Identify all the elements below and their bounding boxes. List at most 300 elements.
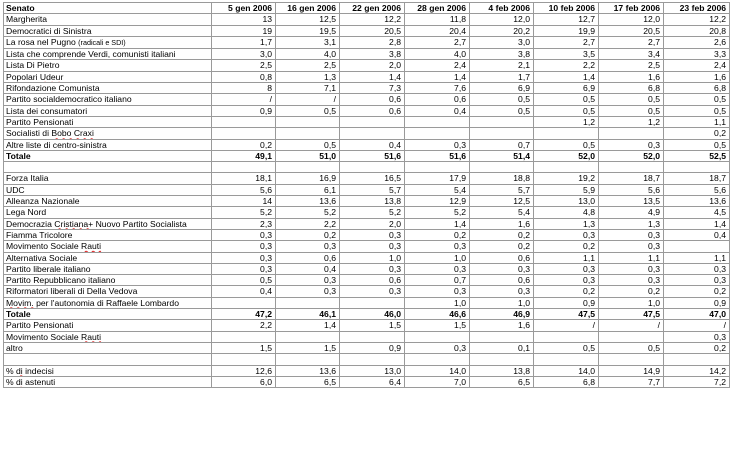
value-cell: 13,8	[340, 196, 405, 207]
value-cell: 1,0	[599, 297, 664, 308]
party-name	[4, 354, 212, 365]
value-cell: 16,5	[340, 173, 405, 184]
value-cell: 2,7	[599, 36, 664, 48]
value-cell: 5,6	[599, 184, 664, 195]
value-cell: 5,7	[470, 184, 534, 195]
value-cell: /	[276, 94, 340, 105]
value-cell: 52,5	[664, 150, 730, 161]
value-cell: 46,1	[276, 309, 340, 320]
value-cell: 0,3	[664, 331, 730, 342]
party-label: Partito liberale italiano	[6, 263, 91, 274]
value-cell: 6,4	[340, 376, 405, 387]
value-cell: 19	[212, 25, 276, 36]
value-cell: 1,4	[405, 71, 470, 82]
value-cell	[599, 354, 664, 365]
value-cell: 0,3	[405, 342, 470, 353]
value-cell: 6,0	[212, 376, 276, 387]
value-cell: 0,3	[276, 286, 340, 297]
table-title: Senato	[4, 3, 212, 14]
value-cell: 19,9	[534, 25, 599, 36]
party-name	[4, 116, 212, 127]
value-cell: 1,3	[534, 218, 599, 229]
party-label: Totale	[6, 309, 31, 320]
value-cell: 0,3	[340, 241, 405, 252]
value-cell: 5,6	[212, 184, 276, 195]
table-row	[4, 49, 730, 60]
value-cell: 0,3	[212, 252, 276, 263]
value-cell: 0,4	[276, 263, 340, 274]
value-cell: 2,5	[276, 60, 340, 71]
value-cell	[470, 354, 534, 365]
value-cell: 0,3	[534, 229, 599, 240]
value-cell: 0,3	[276, 275, 340, 286]
value-cell: 46,9	[470, 309, 534, 320]
table-row	[4, 229, 730, 240]
value-cell: 13	[212, 14, 276, 25]
spacer-row	[4, 162, 730, 173]
value-cell: 5,4	[405, 184, 470, 195]
table-row	[4, 36, 730, 48]
value-cell	[664, 162, 730, 173]
value-cell	[534, 331, 599, 342]
value-cell: 0,3	[664, 263, 730, 274]
column-header: 22 gen 2006	[340, 3, 405, 14]
value-cell: 0,2	[212, 139, 276, 150]
party-label: Movimento Sociale Rauti	[6, 241, 102, 252]
value-cell: 46,6	[405, 309, 470, 320]
value-cell	[276, 297, 340, 308]
value-cell: 0,4	[340, 139, 405, 150]
value-cell: 4,0	[405, 49, 470, 60]
value-cell: 0,2	[664, 342, 730, 353]
value-cell: 1,3	[599, 218, 664, 229]
value-cell	[276, 331, 340, 342]
value-cell: 0,8	[212, 71, 276, 82]
value-cell: 1,5	[340, 320, 405, 331]
value-cell: 0,5	[664, 139, 730, 150]
value-cell: 6,9	[470, 83, 534, 94]
value-cell	[664, 354, 730, 365]
value-cell	[599, 331, 664, 342]
party-name	[4, 49, 212, 60]
value-cell: 0,7	[470, 139, 534, 150]
party-label: Partito Repubblicano italiano	[6, 275, 116, 286]
value-cell: 0,3	[534, 263, 599, 274]
party-label: Socialisti di Bobo Craxi	[6, 128, 94, 139]
value-cell	[212, 162, 276, 173]
value-cell: 20,5	[340, 25, 405, 36]
value-cell: 51,6	[340, 150, 405, 161]
value-cell: 7,1	[276, 83, 340, 94]
party-label: UDC	[6, 184, 25, 195]
table-row	[4, 128, 730, 139]
party-name	[4, 36, 212, 48]
value-cell: 13,0	[340, 365, 405, 376]
party-name	[4, 320, 212, 331]
value-cell: 1,4	[534, 71, 599, 82]
value-cell: 0,7	[405, 275, 470, 286]
value-cell: 3,5	[534, 49, 599, 60]
party-name	[4, 60, 212, 71]
value-cell: 3,4	[599, 49, 664, 60]
table-body	[4, 14, 730, 388]
value-cell	[534, 128, 599, 139]
value-cell: 2,4	[405, 60, 470, 71]
value-cell: 2,0	[340, 60, 405, 71]
value-cell: 12,2	[664, 14, 730, 25]
value-cell: 1,5	[276, 342, 340, 353]
value-cell: 0,5	[664, 105, 730, 116]
value-cell	[340, 331, 405, 342]
value-cell: 13,0	[534, 196, 599, 207]
value-cell: 0,9	[212, 105, 276, 116]
value-cell: 0,5	[664, 94, 730, 105]
value-cell: 5,2	[212, 207, 276, 218]
value-cell: 0,4	[405, 105, 470, 116]
party-label: La rosa nel Pugno	[6, 36, 76, 47]
value-cell: 5,9	[534, 184, 599, 195]
party-name	[4, 184, 212, 195]
value-cell: 0,4	[212, 286, 276, 297]
party-label: Lista che comprende Verdi, comunisti italiani	[6, 49, 176, 60]
value-cell	[340, 297, 405, 308]
value-cell: 0,5	[599, 342, 664, 353]
value-cell	[470, 331, 534, 342]
party-label: Riformatori liberali di Della Vedova	[6, 286, 138, 297]
value-cell: 1,5	[405, 320, 470, 331]
value-cell: 12,9	[405, 196, 470, 207]
party-name	[4, 139, 212, 150]
value-cell	[405, 162, 470, 173]
value-cell: 1,4	[664, 218, 730, 229]
value-cell: 1,4	[276, 320, 340, 331]
value-cell: 18,8	[470, 173, 534, 184]
value-cell: 2,5	[212, 60, 276, 71]
value-cell: 52,0	[599, 150, 664, 161]
value-cell: 14,9	[599, 365, 664, 376]
party-name	[4, 94, 212, 105]
table-row	[4, 218, 730, 229]
table-row	[4, 207, 730, 218]
party-label: Lista dei consumatori	[6, 105, 88, 116]
table-row	[4, 173, 730, 184]
value-cell: 2,2	[534, 60, 599, 71]
value-cell: 2,1	[470, 60, 534, 71]
value-cell: 6,8	[599, 83, 664, 94]
value-cell: /	[664, 320, 730, 331]
party-label: Partito socialdemocratico italiano	[6, 94, 132, 105]
column-header: 28 gen 2006	[405, 3, 470, 14]
value-cell: 7,6	[405, 83, 470, 94]
table-row	[4, 14, 730, 25]
value-cell: 5,2	[405, 207, 470, 218]
value-cell: 52,0	[534, 150, 599, 161]
value-cell: 6,9	[534, 83, 599, 94]
party-label: Partito Pensionati	[6, 320, 74, 331]
value-cell: 13,6	[276, 196, 340, 207]
table-row	[4, 252, 730, 263]
value-cell: 0,3	[470, 286, 534, 297]
value-cell: 0,9	[534, 297, 599, 308]
value-cell: 4,9	[599, 207, 664, 218]
value-cell: 5,7	[340, 184, 405, 195]
value-cell	[664, 241, 730, 252]
party-label: % di astenuti	[6, 376, 56, 387]
value-cell: 0,5	[534, 342, 599, 353]
spacer-row	[4, 354, 730, 365]
value-cell: 13,6	[664, 196, 730, 207]
party-name	[4, 218, 212, 229]
party-name	[4, 150, 212, 161]
value-cell: 0,3	[599, 139, 664, 150]
value-cell: 49,1	[212, 150, 276, 161]
value-cell: 20,8	[664, 25, 730, 36]
value-cell: 0,3	[599, 229, 664, 240]
value-cell: 51,4	[470, 150, 534, 161]
value-cell: 0,5	[599, 94, 664, 105]
value-cell: 18,7	[599, 173, 664, 184]
value-cell: 0,9	[664, 297, 730, 308]
value-cell: 47,2	[212, 309, 276, 320]
header-row	[4, 3, 730, 14]
value-cell: 0,2	[534, 286, 599, 297]
value-cell: 0,3	[534, 275, 599, 286]
table-row	[4, 94, 730, 105]
value-cell: 1,1	[664, 252, 730, 263]
value-cell: 2,3	[212, 218, 276, 229]
column-header: 17 feb 2006	[599, 3, 664, 14]
value-cell: 0,9	[340, 342, 405, 353]
value-cell: 13,5	[599, 196, 664, 207]
value-cell: 0,3	[276, 241, 340, 252]
value-cell	[599, 162, 664, 173]
value-cell: 1,3	[276, 71, 340, 82]
value-cell: 20,2	[470, 25, 534, 36]
value-cell	[212, 331, 276, 342]
party-name	[4, 365, 212, 376]
value-cell: 2,8	[340, 36, 405, 48]
value-cell: 4,5	[664, 207, 730, 218]
value-cell: 0,2	[599, 286, 664, 297]
value-cell: 1,6	[664, 71, 730, 82]
value-cell: 4,8	[534, 207, 599, 218]
value-cell: 7,0	[405, 376, 470, 387]
column-header: 4 feb 2006	[470, 3, 534, 14]
value-cell	[534, 162, 599, 173]
party-label: Movim. per l'autonomia di Raffaele Lombardo	[6, 297, 179, 308]
value-cell: 0,6	[340, 275, 405, 286]
value-cell: 2,5	[599, 60, 664, 71]
value-cell: 19,5	[276, 25, 340, 36]
value-cell: 0,3	[405, 286, 470, 297]
value-cell: 0,3	[340, 263, 405, 274]
value-cell: 8	[212, 83, 276, 94]
value-cell: 6,8	[534, 376, 599, 387]
column-header: 16 gen 2006	[276, 3, 340, 14]
party-name	[4, 173, 212, 184]
value-cell: 13,6	[276, 365, 340, 376]
value-cell: 0,4	[664, 229, 730, 240]
value-cell: 14,0	[534, 365, 599, 376]
value-cell	[340, 162, 405, 173]
value-cell: 16,9	[276, 173, 340, 184]
table-row	[4, 139, 730, 150]
value-cell: 1,7	[212, 36, 276, 48]
value-cell: 47,5	[599, 309, 664, 320]
value-cell: 2,2	[276, 218, 340, 229]
value-cell: 0,2	[470, 229, 534, 240]
total-row	[4, 150, 730, 161]
value-cell: 6,5	[470, 376, 534, 387]
column-header: 5 gen 2006	[212, 3, 276, 14]
value-cell: 12,7	[534, 14, 599, 25]
value-cell: 0,6	[405, 94, 470, 105]
value-cell: 47,5	[534, 309, 599, 320]
value-cell: 0,3	[212, 263, 276, 274]
party-name	[4, 376, 212, 387]
value-cell: 1,6	[599, 71, 664, 82]
column-header: 10 feb 2006	[534, 3, 599, 14]
value-cell: 0,1	[470, 342, 534, 353]
value-cell: 0,5	[470, 105, 534, 116]
value-cell: 1,5	[212, 342, 276, 353]
value-cell	[212, 354, 276, 365]
value-cell: 0,5	[470, 94, 534, 105]
value-cell: 1,4	[405, 218, 470, 229]
value-cell: 5,2	[276, 207, 340, 218]
value-cell: 2,2	[212, 320, 276, 331]
value-cell: 0,5	[534, 105, 599, 116]
table-row	[4, 60, 730, 71]
party-label: Partito Pensionati	[6, 116, 74, 127]
value-cell: 1,1	[599, 252, 664, 263]
value-cell: 0,5	[276, 105, 340, 116]
value-cell: 0,2	[534, 241, 599, 252]
value-cell: 51,0	[276, 150, 340, 161]
value-cell: 12,0	[470, 14, 534, 25]
party-name	[4, 241, 212, 252]
party-label: Lista Di Pietro	[6, 60, 60, 71]
party-label: Altre liste di centro-sinistra	[6, 139, 107, 150]
value-cell: 0,5	[276, 139, 340, 150]
party-name	[4, 263, 212, 274]
party-name	[4, 309, 212, 320]
value-cell: 11,8	[405, 14, 470, 25]
value-cell: 0,3	[405, 241, 470, 252]
party-label: Rifondazione Comunista	[6, 83, 100, 94]
table-row	[4, 71, 730, 82]
value-cell: 0,2	[664, 128, 730, 139]
party-name	[4, 286, 212, 297]
value-cell: 0,6	[470, 275, 534, 286]
value-cell: 2,0	[340, 218, 405, 229]
value-cell: 2,6	[664, 36, 730, 48]
value-cell: 7,7	[599, 376, 664, 387]
value-cell	[276, 354, 340, 365]
value-cell: 5,2	[340, 207, 405, 218]
party-label: Democratici di Sinistra	[6, 25, 92, 36]
value-cell: 12,2	[340, 14, 405, 25]
value-cell: 20,4	[405, 25, 470, 36]
value-cell: 13,8	[470, 365, 534, 376]
party-label: Lega Nord	[6, 207, 47, 218]
party-label: Totale	[6, 150, 31, 161]
value-cell: 0,3	[405, 263, 470, 274]
party-name	[4, 71, 212, 82]
value-cell: 2,4	[664, 60, 730, 71]
value-cell: 4,0	[276, 49, 340, 60]
party-label: Alternativa Sociale	[6, 252, 78, 263]
table-row	[4, 83, 730, 94]
party-name	[4, 342, 212, 353]
value-cell	[534, 354, 599, 365]
value-cell: 18,7	[664, 173, 730, 184]
value-cell	[212, 297, 276, 308]
value-cell: 2,7	[534, 36, 599, 48]
value-cell: 0,6	[276, 252, 340, 263]
value-cell: 1,0	[405, 252, 470, 263]
party-name	[4, 14, 212, 25]
party-label: Movimento Sociale Rauti	[6, 331, 102, 342]
value-cell: 51,6	[405, 150, 470, 161]
party-label: Margherita	[6, 14, 48, 25]
value-cell	[405, 331, 470, 342]
value-cell: 3,1	[276, 36, 340, 48]
value-cell: 0,2	[405, 229, 470, 240]
value-cell: 0,2	[276, 229, 340, 240]
value-cell: 7,3	[340, 83, 405, 94]
value-cell: 3,0	[212, 49, 276, 60]
value-cell: 0,5	[212, 275, 276, 286]
value-cell: 12,6	[212, 365, 276, 376]
table-row	[4, 116, 730, 127]
value-cell	[405, 354, 470, 365]
value-cell: 1,0	[470, 297, 534, 308]
value-cell: 14,0	[405, 365, 470, 376]
value-cell: 12,5	[276, 14, 340, 25]
value-cell: 5,6	[664, 184, 730, 195]
value-cell: 1,6	[470, 218, 534, 229]
value-cell	[276, 128, 340, 139]
value-cell: /	[599, 320, 664, 331]
value-cell: 0,3	[599, 241, 664, 252]
value-cell: 47,0	[664, 309, 730, 320]
table-row	[4, 25, 730, 36]
value-cell	[599, 128, 664, 139]
party-name	[4, 275, 212, 286]
value-cell: 0,3	[470, 263, 534, 274]
value-cell: 1,0	[405, 297, 470, 308]
value-cell: 12,0	[599, 14, 664, 25]
value-cell: 1,0	[340, 252, 405, 263]
value-cell: 3,8	[470, 49, 534, 60]
value-cell	[212, 116, 276, 127]
party-label: Fiamma Tricolore	[6, 229, 73, 240]
table-row	[4, 263, 730, 274]
value-cell: 0,3	[405, 139, 470, 150]
value-cell: 1,4	[340, 71, 405, 82]
party-name	[4, 331, 212, 342]
party-label: Forza Italia	[6, 173, 49, 184]
table-row	[4, 342, 730, 353]
value-cell: /	[534, 320, 599, 331]
value-cell	[405, 116, 470, 127]
value-cell: 18,1	[212, 173, 276, 184]
value-cell: 2,7	[405, 36, 470, 48]
value-cell: 0,6	[340, 105, 405, 116]
party-name	[4, 105, 212, 116]
value-cell	[405, 128, 470, 139]
